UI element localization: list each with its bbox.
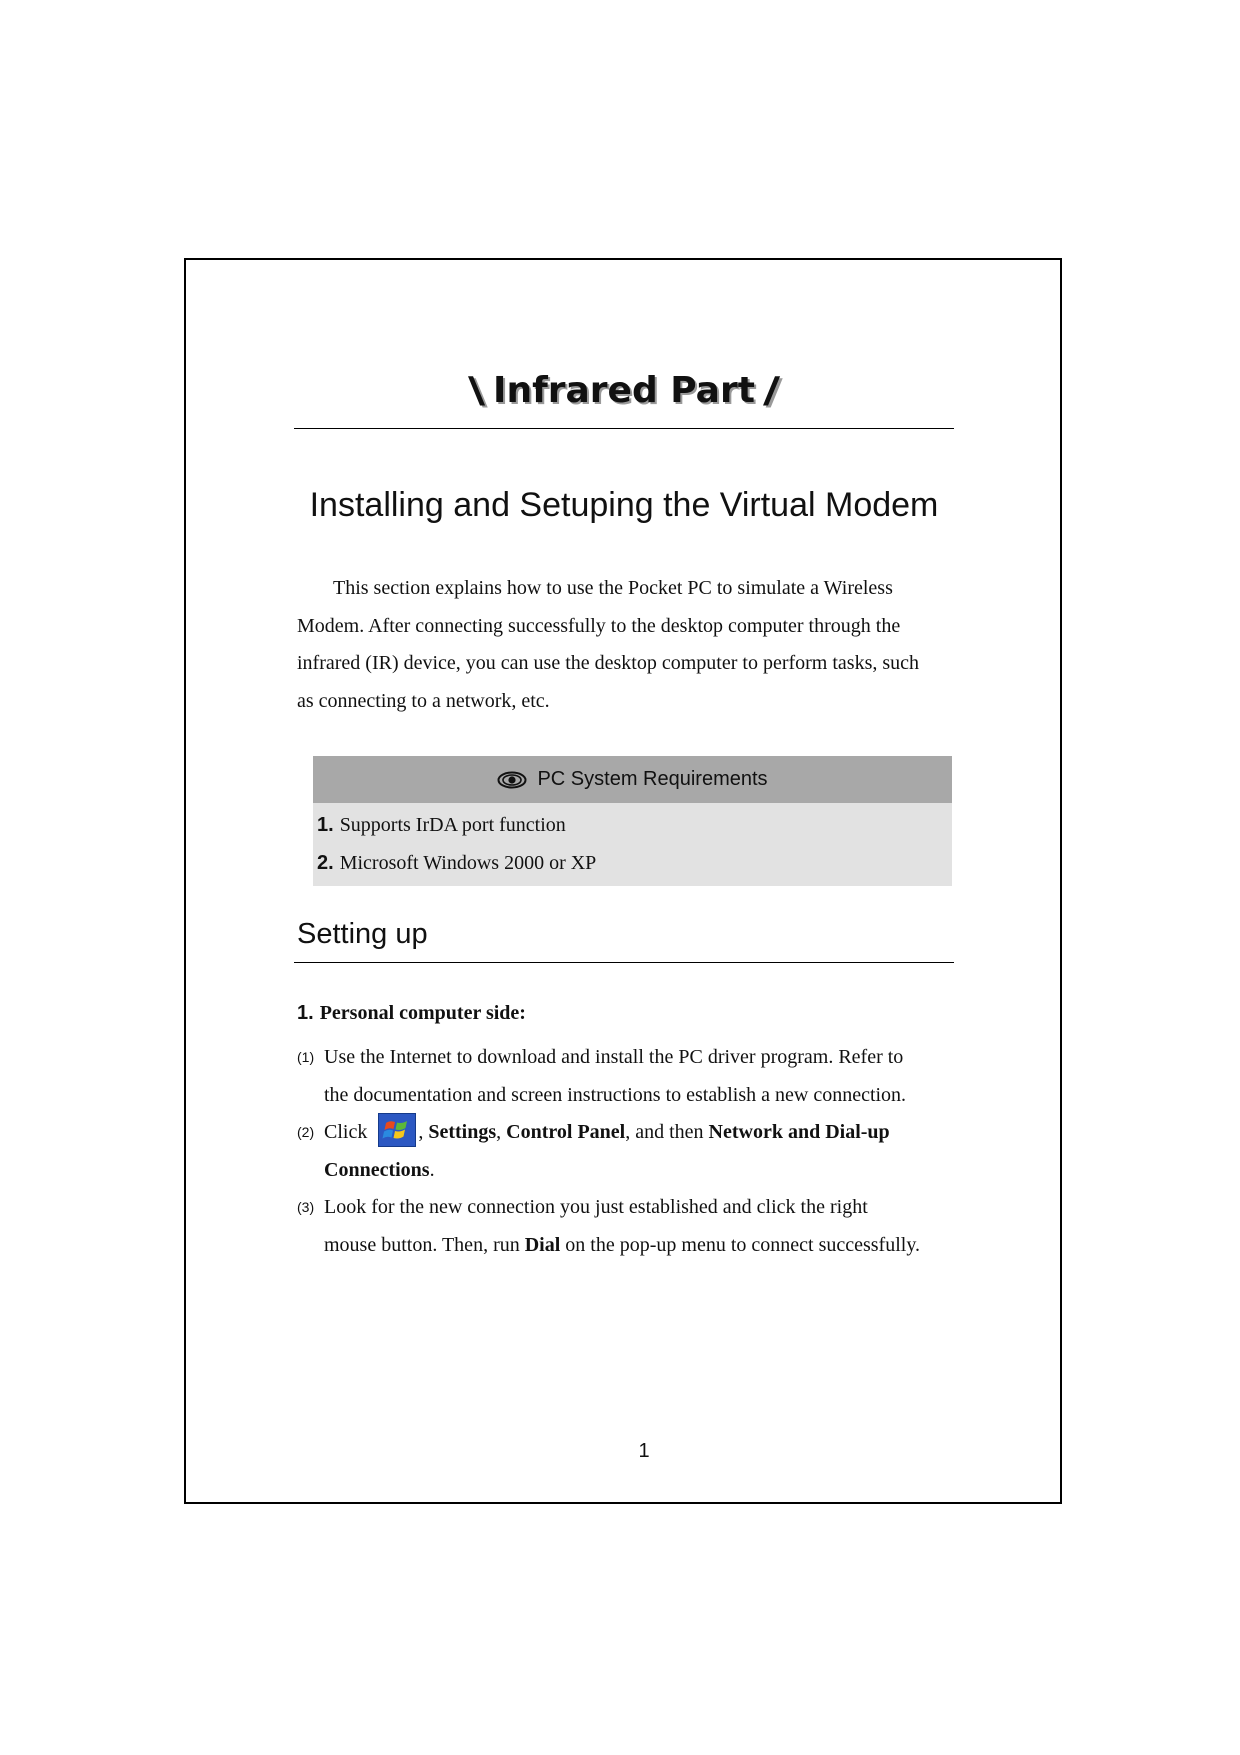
step-text: mouse button. Then, run: [324, 1233, 525, 1256]
and-then-text: , and then: [625, 1121, 709, 1143]
settings-label: Settings: [428, 1121, 497, 1143]
step-marker: (1): [297, 1049, 315, 1065]
title-rule: [294, 428, 954, 429]
step-line: [324, 1114, 977, 1152]
subsection-label: Personal computer side:: [319, 1002, 526, 1024]
item-number: 1.: [317, 814, 334, 836]
intro-line: as connecting to a network, etc.: [297, 689, 550, 712]
item-text: Supports IrDA port function: [339, 814, 566, 836]
step-line: Look for the new connection you just established and click the right: [324, 1196, 868, 1218]
subsection-number: 1.: [297, 1002, 314, 1024]
comma: ,: [418, 1121, 424, 1143]
step-2: [297, 1114, 977, 1189]
eye-icon: [497, 771, 527, 789]
step-marker: (2): [297, 1124, 315, 1140]
network-label: Network and Dial-up: [708, 1121, 890, 1143]
list-item: [317, 807, 952, 845]
control-panel-label: Control Panel: [506, 1121, 626, 1143]
step-3: [297, 1189, 977, 1264]
connections-label: Connections: [324, 1158, 430, 1181]
requirements-list: [313, 803, 952, 886]
step-line: the documentation and screen instructions to establish a new connection.: [324, 1083, 907, 1106]
comma: ,: [496, 1121, 502, 1143]
step-marker: (3): [297, 1199, 315, 1215]
intro-line: Modem. After connecting successfully to the desktop computer through the: [297, 614, 901, 637]
step-line: [324, 1152, 977, 1190]
part-title-text: Infrared Part: [493, 370, 755, 411]
section-title: Installing and Setuping the Virtual Modem: [309, 486, 939, 524]
step-text: on the pop-up menu to connect successfully.: [560, 1233, 921, 1256]
intro-line: This section explains how to use the Pocket PC to simulate a Wireless: [333, 577, 893, 599]
list-item: [317, 845, 952, 883]
step-line: [324, 1227, 977, 1265]
setup-rule: [294, 962, 954, 963]
item-number: 2.: [317, 851, 334, 874]
subsection-heading: [297, 1002, 526, 1025]
backslash-decoration: \: [467, 370, 486, 411]
intro-paragraph: [297, 570, 957, 720]
step-line: Use the Internet to download and install the PC driver program. Refer to: [324, 1046, 904, 1068]
item-text: Microsoft Windows 2000 or XP: [339, 851, 597, 874]
requirements-box: [313, 756, 952, 886]
requirements-header: [313, 756, 952, 803]
dial-label: Dial: [524, 1233, 561, 1256]
page-number: 1: [638, 1440, 650, 1462]
requirements-title: PC System Requirements: [537, 768, 768, 790]
period: .: [429, 1158, 435, 1181]
setup-heading: Setting up: [297, 918, 428, 950]
click-text: Click: [324, 1121, 368, 1143]
part-title: [294, 370, 954, 411]
windows-start-icon: [378, 1113, 416, 1147]
step-1: [297, 1039, 977, 1114]
intro-line: infrared (IR) device, you can use the desktop computer to perform tasks, such: [297, 652, 920, 674]
slash-decoration: /: [762, 370, 781, 411]
